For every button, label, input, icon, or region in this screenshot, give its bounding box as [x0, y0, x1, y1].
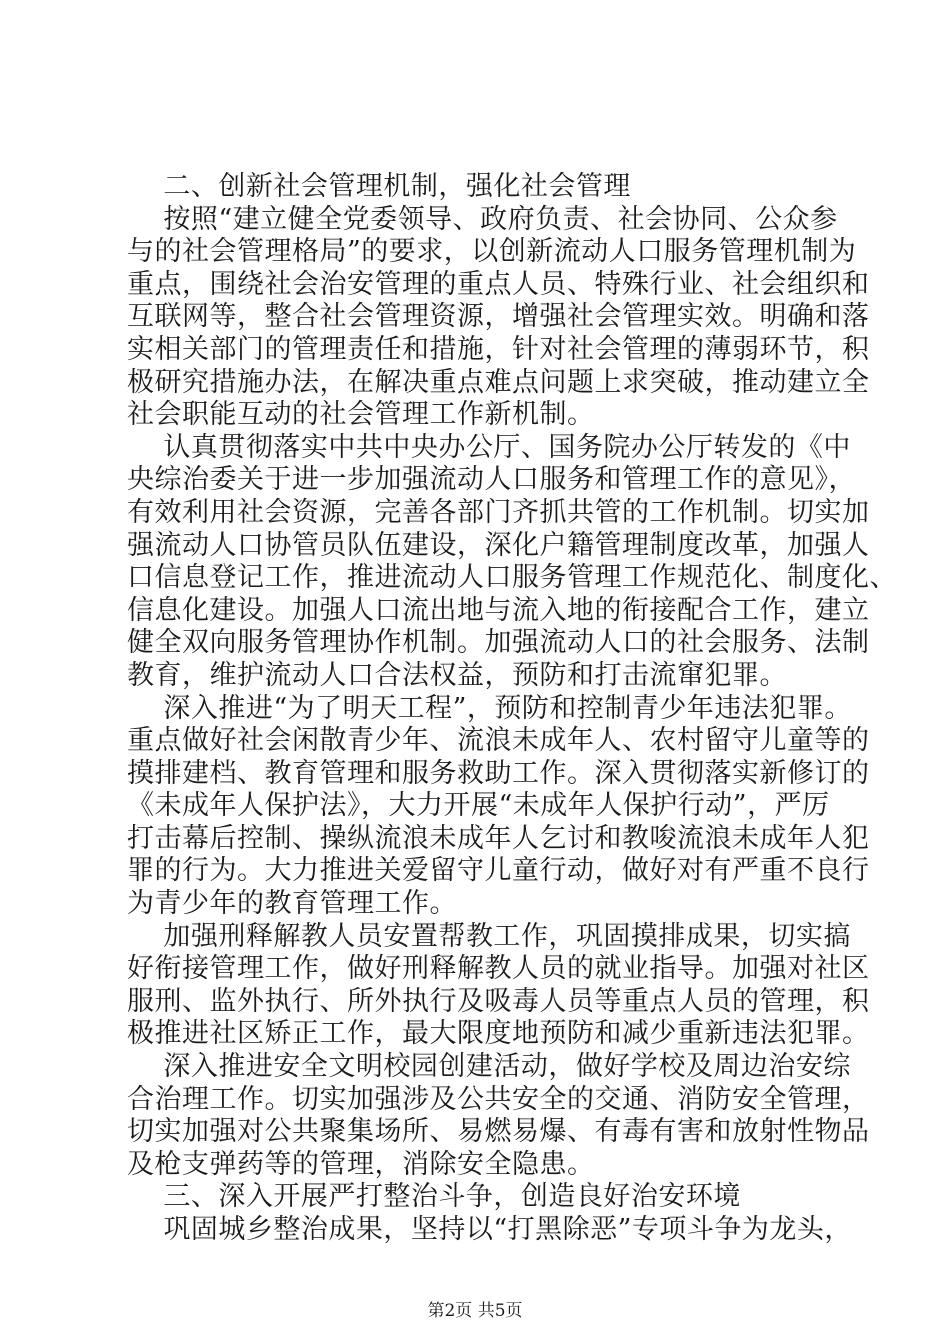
- text-line: 及枪支弹药等的管理，消除安全隐患。: [127, 1148, 595, 1180]
- text-line: 重点做好社会闲散青少年、流浪未成年人、农村留守儿童等的: [127, 725, 870, 757]
- text-line: 教育，维护流动人口合法权益，预防和打击流窜犯罪。: [127, 659, 787, 691]
- text-line: 三、深入开展严打整治斗争，创造良好治安环境: [127, 1181, 741, 1213]
- text-line: 有效利用社会资源，完善各部门齐抓共管的工作机制。切实加: [127, 496, 870, 528]
- text-line: 罪的行为。大力推进关爱留守儿童行动，做好对有严重不良行: [127, 855, 870, 887]
- text-line: 为青少年的教育管理工作。: [127, 888, 457, 920]
- text-line: 强流动人口协管员队伍建设，深化户籍管理制度改革，加强人: [127, 529, 870, 561]
- text-line: 深入推进安全文明校园创建活动，做好学校及周边治安综: [127, 1051, 851, 1083]
- text-line: 巩固城乡整治成果，坚持以“打黑除恶”专项斗争为龙头，: [127, 1214, 852, 1245]
- text-line: 健全双向服务管理协作机制。加强流动人口的社会服务、法制: [127, 627, 870, 659]
- text-line: 重点，围绕社会治安管理的重点人员、特殊行业、社会组织和: [127, 268, 870, 300]
- text-line: 摸排建档、教育管理和服务救助工作。深入贯彻落实新修订的: [127, 757, 870, 789]
- text-line: 实相关部门的管理责任和措施，针对社会管理的薄弱环节，积: [127, 333, 870, 365]
- text-line: 央综治委关于进一步加强流动人口服务和管理工作的意见》，: [127, 464, 856, 496]
- text-line: 打击幕后控制、操纵流浪未成年人乞讨和教唆流浪未成年人犯: [127, 822, 870, 854]
- text-line: 深入推进“为了明天工程”，预防和控制青少年违法犯罪。: [127, 692, 852, 724]
- text-line: 二、创新社会管理机制，强化社会管理: [127, 171, 631, 202]
- text-line: 社会职能互动的社会管理工作新机制。: [127, 399, 595, 431]
- text-line: 加强刑释解教人员安置帮教工作，巩固摸排成果，切实搞: [127, 920, 851, 952]
- text-line: 切实加强对公共聚集场所、易燃易爆、有毒有害和放射性物品: [127, 1116, 870, 1148]
- text-line: 认真贯彻落实中共中央办公厅、国务院办公厅转发的《中: [127, 431, 851, 463]
- text-line: 与的社会管理格局”的要求，以创新流动人口服务管理机制为: [127, 236, 857, 268]
- text-line: 好衔接管理工作，做好刑释解教人员的就业指导。加强对社区: [127, 953, 870, 985]
- text-line: 极推进社区矫正工作，最大限度地预防和减少重新违法犯罪。: [127, 1018, 870, 1050]
- text-line: 口信息登记工作，推进流动人口服务管理工作规范化、制度化、: [127, 562, 897, 594]
- document-body: [127, 171, 897, 1247]
- text-line: 合治理工作。切实加强涉及公共安全的交通、消防安全管理，: [127, 1083, 870, 1115]
- text-line: 服刑、监外执行、所外执行及吸毒人员等重点人员的管理，积: [127, 985, 870, 1017]
- text-line: 信息化建设。加强人口流出地与流入地的衔接配合工作，建立: [127, 594, 870, 626]
- text-line: 按照“建立健全党委领导、政府负责、社会协同、公众参: [127, 203, 838, 235]
- page-number-footer: 第2页 共5页: [427, 1301, 523, 1321]
- text-line: 极研究措施办法，在解决重点难点问题上求突破，推动建立全: [127, 366, 870, 398]
- text-line: 《未成年人保护法》，大力开展“未成年人保护行动”，严厉: [127, 790, 830, 822]
- text-line: 互联网等，整合社会管理资源，增强社会管理实效。明确和落: [127, 301, 870, 333]
